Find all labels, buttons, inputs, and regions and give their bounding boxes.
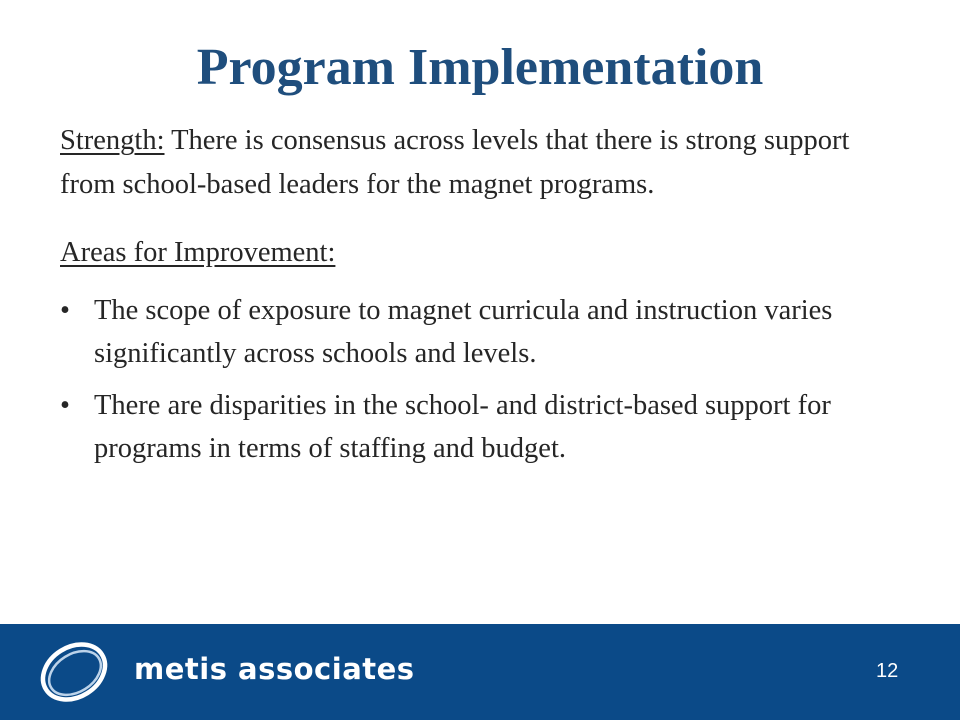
improvement-heading-paragraph	[60, 231, 910, 275]
improvement-list	[60, 289, 910, 470]
list-item	[60, 384, 910, 470]
improvement-heading: Areas for Improvement:	[60, 237, 336, 268]
strength-label: Strength:	[60, 125, 165, 156]
bullet-icon: •	[60, 390, 70, 421]
list-item-text: The scope of exposure to magnet curricula and instruction varies significantly across schools and levels.	[94, 295, 833, 369]
bullet-icon: •	[60, 295, 70, 326]
strength-text: There is consensus across levels that there is strong support from school-based leaders for the magnet programs.	[60, 125, 850, 200]
ellipse-rings-logo-icon	[34, 632, 114, 712]
list-item	[60, 289, 910, 375]
slide-body	[60, 119, 910, 479]
logo-text: metis associates	[134, 652, 415, 686]
slide-title: Program Implementation	[196, 39, 764, 96]
page-number: 12	[876, 660, 899, 682]
footer-bar	[0, 624, 960, 720]
strength-paragraph	[60, 119, 910, 207]
list-item-text: There are disparities in the school- and district-based support for programs in terms of staffing and budget.	[94, 390, 831, 464]
